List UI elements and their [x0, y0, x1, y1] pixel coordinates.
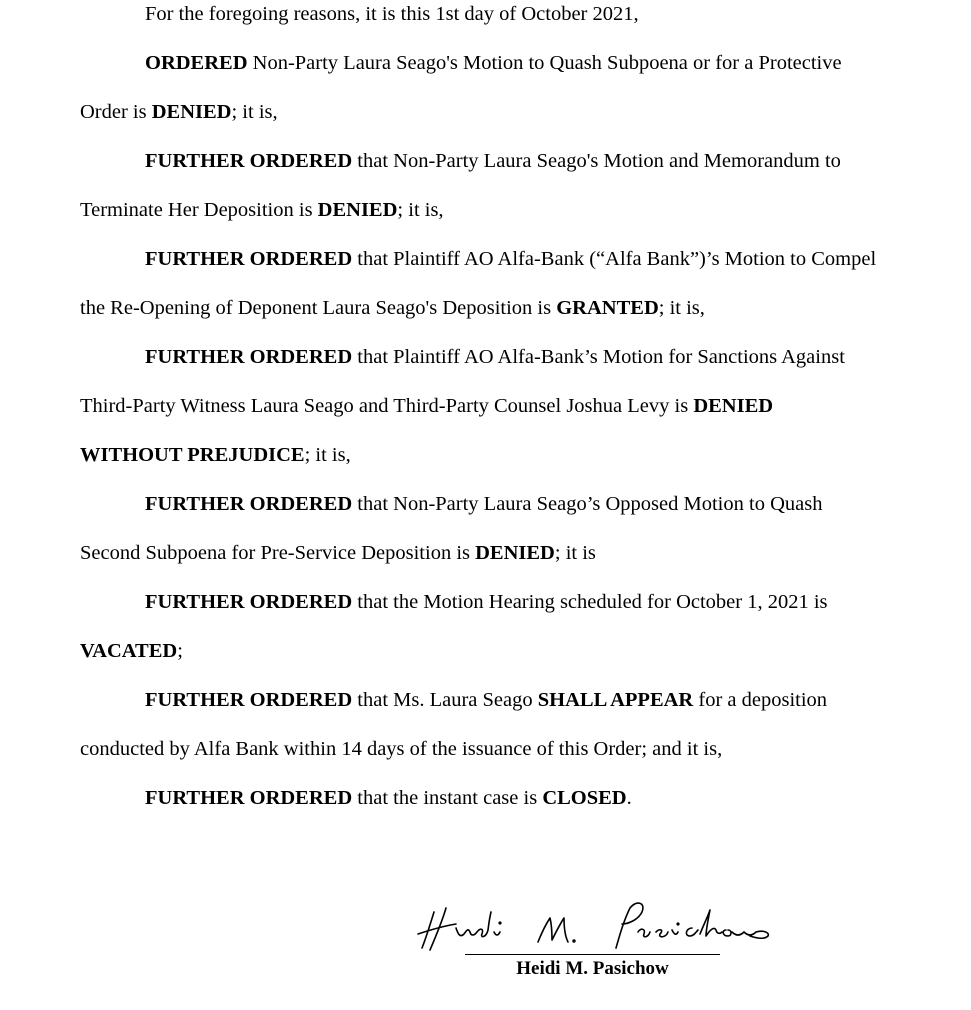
order-text: ; it is, — [304, 444, 351, 466]
order-emphasis: FURTHER ORDERED — [145, 346, 353, 368]
order-line — [80, 394, 773, 418]
order-text: that Ms. Laura Seago — [352, 689, 538, 711]
order-line — [145, 786, 632, 810]
order-text: Non-Party Laura Seago's Motion to Quash Subpoena or for a Protective — [247, 52, 842, 74]
order-emphasis: FURTHER ORDERED — [145, 248, 353, 270]
order-line — [145, 149, 841, 173]
order-line — [145, 688, 827, 712]
order-text: that Non-Party Laura Seago's Motion and Memorandum to — [352, 150, 841, 172]
order-emphasis: FURTHER ORDERED — [145, 493, 353, 515]
order-text: that the Motion Hearing scheduled for October 1, 2021 is — [352, 591, 828, 613]
order-text: ; it is — [554, 542, 596, 564]
order-line — [80, 639, 183, 663]
order-line — [145, 492, 822, 516]
order-emphasis: DENIED — [317, 199, 398, 221]
order-emphasis: DENIED — [693, 395, 774, 417]
order-line — [80, 100, 278, 124]
order-line — [145, 345, 845, 369]
order-text: that Plaintiff AO Alfa-Bank (“Alfa Bank”)’s Motion to Compel — [352, 248, 877, 270]
handwritten-signature — [410, 890, 790, 956]
signatory-name: Heidi M. Pasichow — [516, 958, 669, 979]
order-text: ; it is, — [397, 199, 444, 221]
order-line — [145, 51, 842, 75]
order-emphasis: WITHOUT PREJUDICE — [80, 444, 305, 466]
order-text: that Non-Party Laura Seago’s Opposed Motion to Quash — [352, 493, 823, 515]
order-emphasis: FURTHER ORDERED — [145, 787, 353, 809]
order-emphasis: DENIED — [475, 542, 555, 564]
order-text: ; it is, — [231, 101, 278, 123]
order-line — [80, 541, 596, 565]
order-text: . — [626, 787, 632, 809]
order-text: Second Subpoena for Pre-Service Deposition is — [80, 542, 476, 564]
order-emphasis: SHALL APPEAR — [537, 689, 694, 711]
order-text: that Plaintiff AO Alfa-Bank’s Motion for Sanctions Against — [352, 346, 845, 368]
order-text: ; — [177, 640, 183, 662]
order-emphasis: FURTHER ORDERED — [145, 150, 353, 172]
order-emphasis: GRANTED — [556, 297, 659, 319]
order-text: Third-Party Witness Laura Seago and Third-Party Counsel Joshua Levy is — [80, 395, 694, 417]
order-text: the Re-Opening of Deponent Laura Seago's Deposition is — [80, 297, 557, 319]
order-line — [80, 443, 351, 467]
order-emphasis: FURTHER ORDERED — [145, 591, 353, 613]
intro-line: For the foregoing reasons, it is this 1st day of October 2021, — [145, 3, 639, 25]
order-emphasis: ORDERED — [145, 52, 248, 74]
order-emphasis: CLOSED — [542, 787, 627, 809]
order-text: conducted by Alfa Bank within 14 days of the issuance of this Order; and it is, — [80, 738, 723, 760]
order-line — [80, 198, 444, 222]
order-line — [80, 296, 705, 320]
order-text: that the instant case is — [352, 787, 543, 809]
order-emphasis: VACATED — [80, 640, 178, 662]
order-line — [145, 590, 828, 614]
order-text: ; it is, — [658, 297, 705, 319]
order-text: Order is — [80, 101, 152, 123]
signature-line — [465, 954, 720, 955]
order-emphasis: FURTHER ORDERED — [145, 689, 353, 711]
signature-block — [410, 890, 790, 990]
order-text: Terminate Her Deposition is — [80, 199, 318, 221]
order-line — [80, 737, 722, 761]
order-line — [145, 247, 876, 271]
order-text: for a deposition — [693, 689, 828, 711]
order-emphasis: DENIED — [151, 101, 232, 123]
